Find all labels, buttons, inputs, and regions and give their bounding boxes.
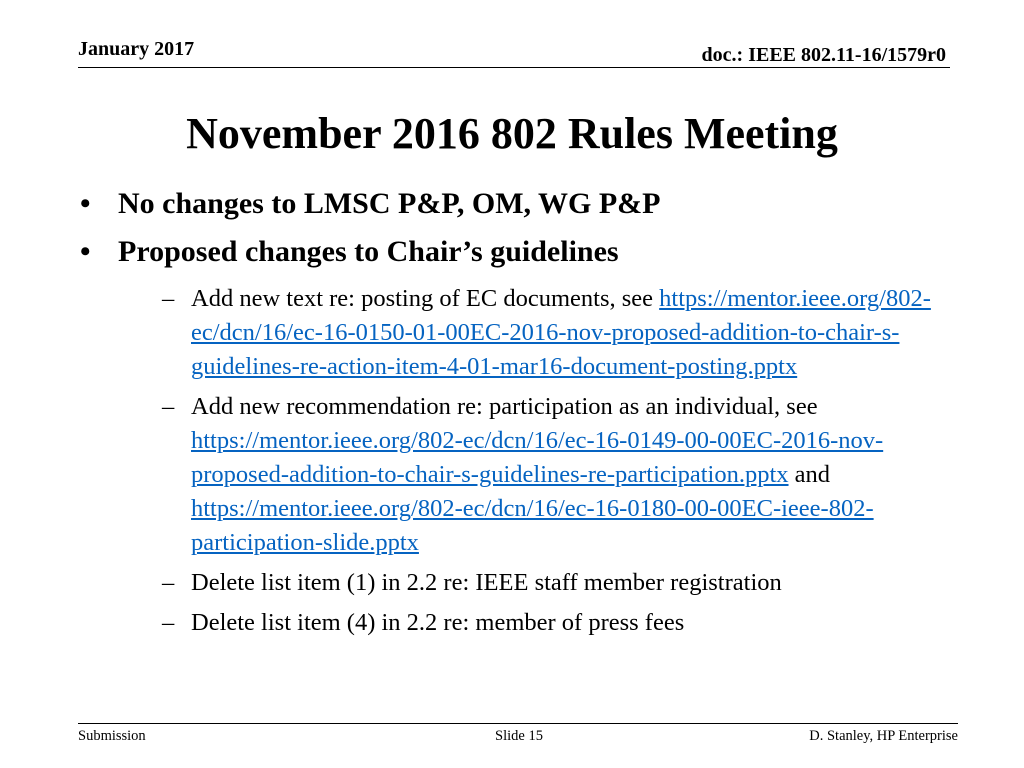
sub-item	[162, 566, 978, 600]
dash-glyph: –	[162, 609, 175, 636]
header-divider	[78, 67, 950, 68]
bullet-item	[78, 186, 978, 222]
bullet-glyph: •	[80, 235, 91, 268]
bullet-item	[78, 234, 978, 270]
sub-item-joiner: and	[794, 461, 831, 488]
slide-title: November 2016 802 Rules Meeting	[186, 109, 838, 158]
footer-author: D. Stanley, HP Enterprise	[809, 728, 958, 744]
bullet-text: No changes to LMSC P&P, OM, WG P&P	[118, 187, 661, 220]
sub-item	[162, 606, 978, 640]
sub-item-text: Add new text re: posting of EC documents, see	[191, 285, 654, 312]
mentor-link-participation-guidelines[interactable]: https://mentor.ieee.org/802-ec/dcn/16/ec-16-0149-00-00EC-2016-nov-proposed-addition-to-chair-s-guidelines-re-participation.pptx	[191, 427, 884, 488]
dash-glyph: –	[162, 393, 175, 420]
footer-submission: Submission	[78, 728, 146, 744]
sub-item-text: Add new recommendation re: participation as an individual, see	[191, 393, 818, 420]
dash-glyph: –	[162, 285, 175, 312]
header-doc-id: doc.: IEEE 802.11-16/1579r0	[701, 44, 946, 66]
footer-divider	[78, 723, 958, 724]
sub-item	[162, 390, 978, 560]
mentor-link-document-posting[interactable]: https://mentor.ieee.org/802-ec/dcn/16/ec-16-0150-01-00EC-2016-nov-proposed-addition-to-chair-s-guidelines-re-action-item-4-01-mar16-document-posting.pptx	[191, 285, 931, 380]
bullet-text: Proposed changes to Chair’s guidelines	[118, 235, 619, 268]
sub-item	[162, 282, 978, 384]
dash-glyph: –	[162, 569, 175, 596]
mentor-link-participation-slide[interactable]: https://mentor.ieee.org/802-ec/dcn/16/ec-16-0180-00-00EC-ieee-802-participation-slide.pptx	[191, 495, 874, 556]
header-date: January 2017	[78, 38, 195, 60]
footer-slide-number: Slide 15	[495, 728, 543, 744]
sub-item-text: Delete list item (4) in 2.2 re: member of press fees	[191, 609, 685, 636]
sub-item-text: Delete list item (1) in 2.2 re: IEEE staff member registration	[191, 569, 782, 596]
bullet-glyph: •	[80, 187, 91, 220]
slide-body	[78, 186, 978, 646]
